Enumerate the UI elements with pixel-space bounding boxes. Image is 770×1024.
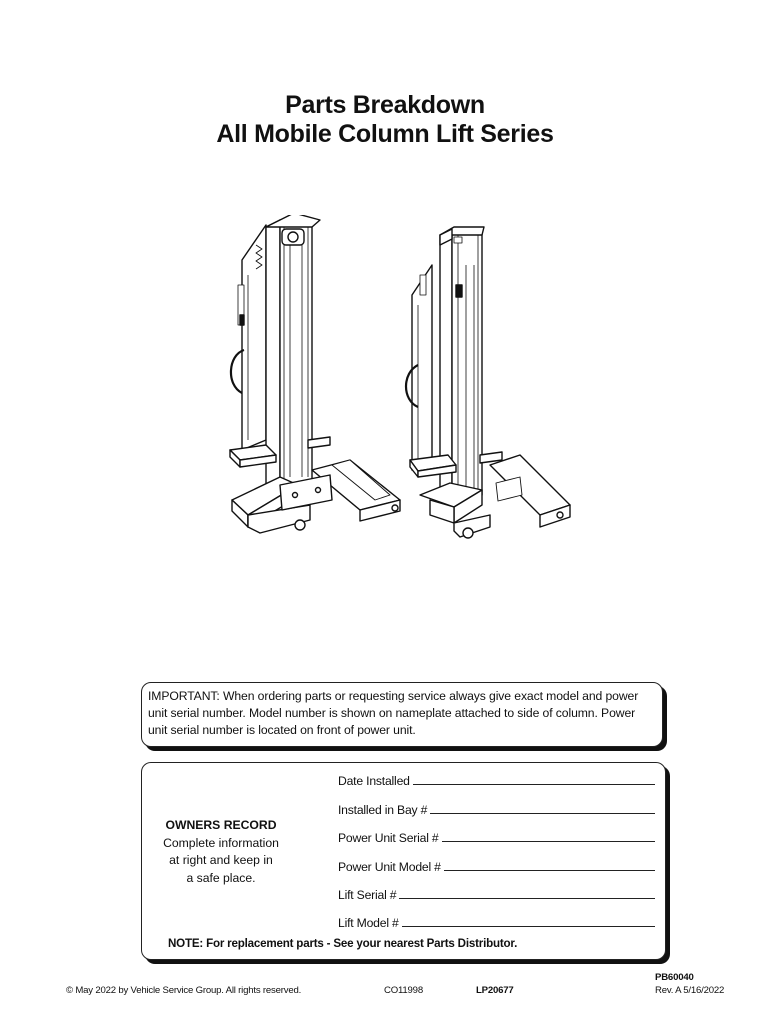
lift-serial-label: Lift Serial #: [338, 888, 397, 902]
owners-record-heading: OWNERS RECORD: [165, 818, 277, 832]
lift-serial-field[interactable]: [338, 884, 655, 902]
installed-in-bay-field[interactable]: [338, 799, 655, 817]
owners-record-box: [141, 762, 666, 960]
owners-record-instructions: [142, 817, 300, 887]
date-installed-label: Date Installed: [338, 774, 410, 788]
installed-in-bay-line[interactable]: [430, 813, 655, 814]
power-unit-model-field[interactable]: [338, 856, 655, 874]
power-unit-model-label: Power Unit Model #: [338, 860, 441, 874]
installed-in-bay-label: Installed in Bay #: [338, 803, 428, 817]
replacement-parts-note: NOTE: For replacement parts - See your nearest Parts Distributor.: [168, 937, 518, 950]
power-unit-model-line[interactable]: [444, 870, 655, 871]
important-notice: [141, 682, 663, 747]
pb-number: PB60040: [655, 972, 694, 983]
co-number: CO11998: [384, 985, 423, 996]
copyright-text: © May 2022 by Vehicle Service Group. All rights reserved.: [66, 985, 302, 996]
lift-illustration: [220, 215, 590, 550]
lift-serial-line[interactable]: [399, 898, 655, 899]
lift-model-field[interactable]: [338, 912, 655, 930]
power-unit-serial-line[interactable]: [442, 841, 655, 842]
owners-instruction-line-2: at right and keep in: [169, 853, 273, 867]
mobile-column-lift-icon: [230, 215, 400, 533]
date-installed-field[interactable]: [338, 770, 655, 788]
title-line-1: Parts Breakdown: [285, 91, 485, 119]
power-unit-serial-field[interactable]: [338, 827, 655, 845]
lp-number: LP20677: [476, 985, 514, 996]
title-line-2: All Mobile Column Lift Series: [216, 120, 554, 148]
lift-model-label: Lift Model #: [338, 916, 399, 930]
date-installed-line[interactable]: [413, 784, 655, 785]
mobile-column-lift-icon: [406, 227, 570, 538]
owners-instruction-line-1: Complete information: [163, 835, 279, 850]
lift-model-line[interactable]: [402, 926, 655, 927]
owners-instruction-line-3: a safe place.: [186, 870, 256, 885]
power-unit-serial-label: Power Unit Serial #: [338, 831, 439, 845]
revision-text: Rev. A 5/16/2022: [655, 985, 725, 996]
important-text: IMPORTANT: When ordering parts or requesting service always give exact model and power unit serial number. Model number is shown on nameplate attached to side of column. Power unit serial number is located on front of power unit.: [148, 689, 639, 737]
